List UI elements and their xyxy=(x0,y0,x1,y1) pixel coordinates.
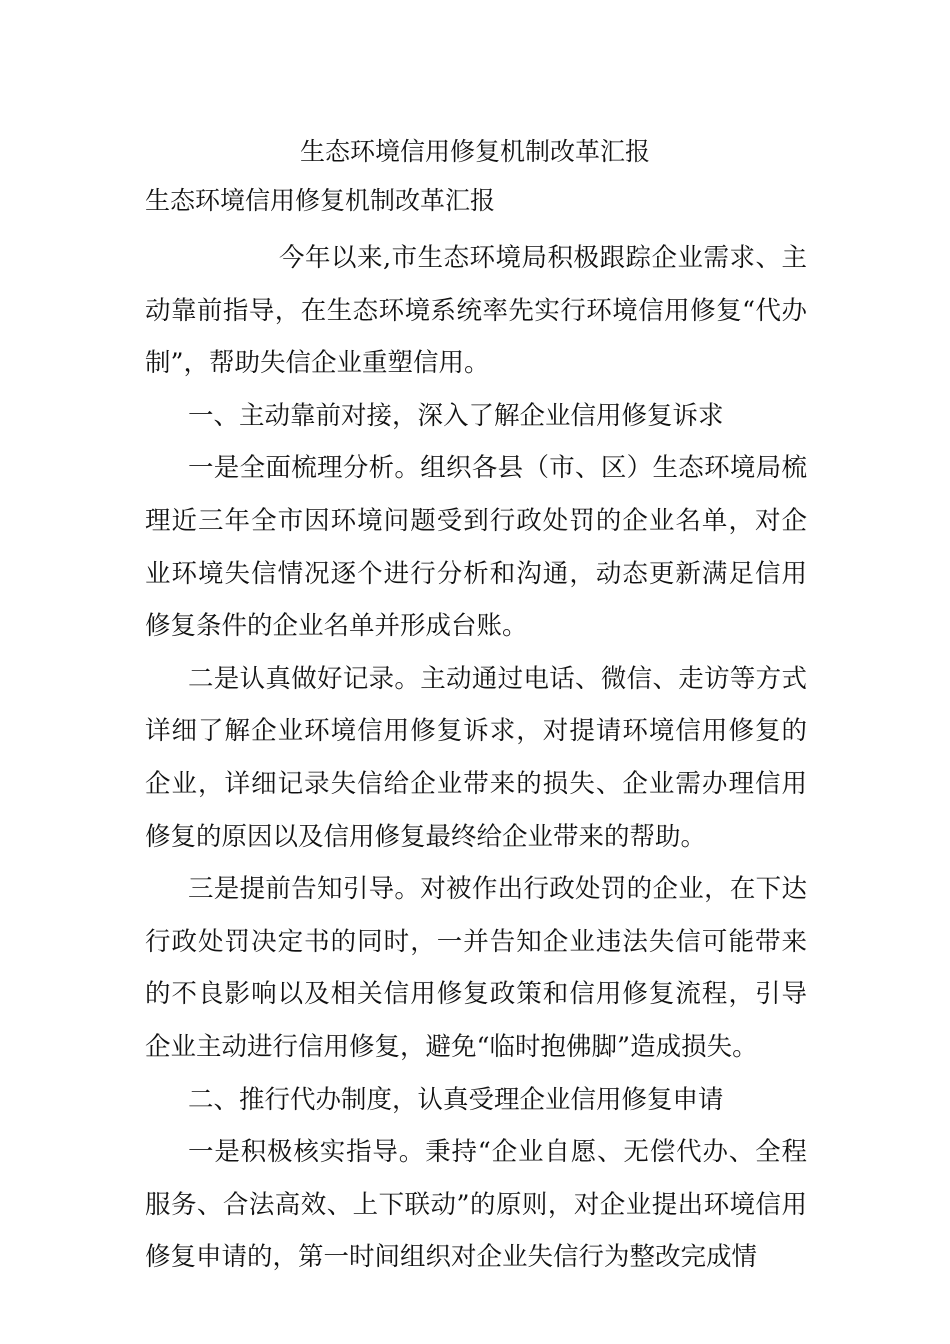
document-body xyxy=(145,232,807,1284)
intro-paragraph: 今年以来,市生态环境局积极跟踪企业需求、主动靠前指导，在生态环境系统率先实行环境信用修复“代办制”，帮助失信企业重塑信用。 xyxy=(145,243,807,379)
section-heading-1: 一、主动靠前对接，深入了解企业信用修复诉求 xyxy=(188,400,724,431)
document-subtitle: 生态环境信用修复机制改革汇报 xyxy=(145,186,496,215)
body-paragraph: 一是积极核实指导。秉持“企业自愿、无偿代办、全程服务、合法高效、上下联动”的原则，对企业提出环境信用修复申请的，第一时间组织对企业失信行为整改完成情 xyxy=(145,1137,807,1273)
body-paragraph: 一是全面梳理分析。组织各县（市、区）生态环境局梳理近三年全市因环境问题受到行政处罚的企业名单，对企业环境失信情况逐个进行分析和沟通，动态更新满足信用修复条件的企业名单并形成台账。 xyxy=(145,453,807,642)
document-title: 生态环境信用修复机制改革汇报 xyxy=(299,137,650,166)
section-heading-2: 二、推行代办制度，认真受理企业信用修复申请 xyxy=(188,1084,724,1115)
body-paragraph: 二是认真做好记录。主动通过电话、微信、走访等方式详细了解企业环境信用修复诉求，对提请环境信用修复的企业，详细记录失信给企业带来的损失、企业需办理信用修复的原因以及信用修复最终给企业带来的帮助。 xyxy=(145,663,807,852)
body-paragraph: 三是提前告知引导。对被作出行政处罚的企业，在下达行政处罚决定书的同时，一并告知企业违法失信可能带来的不良影响以及相关信用修复政策和信用修复流程，引导企业主动进行信用修复，避免“临时抱佛脚”造成损失。 xyxy=(145,874,807,1062)
